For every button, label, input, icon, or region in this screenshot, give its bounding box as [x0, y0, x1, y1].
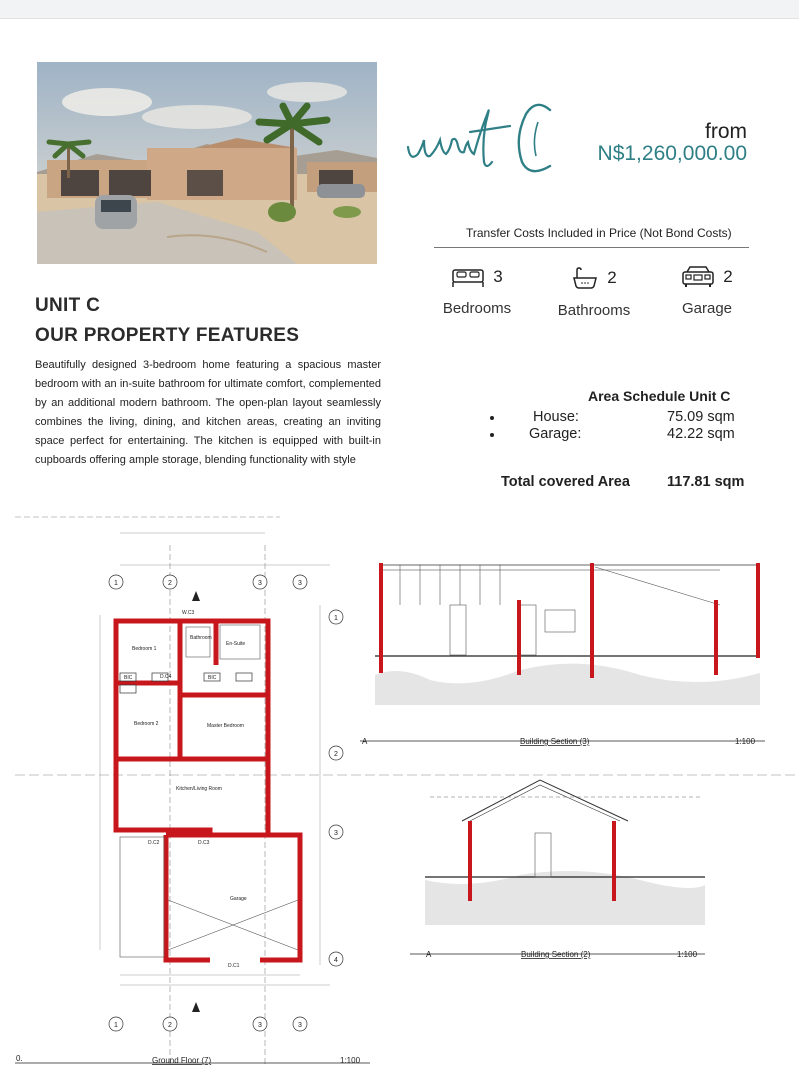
room-label: Bedroom 2 — [134, 721, 159, 727]
bathrooms-count: 2 — [607, 268, 617, 287]
house-label: House: — [533, 409, 579, 425]
garage-label: Garage — [681, 300, 733, 317]
grid-label: 2 — [168, 1022, 172, 1029]
grid-label: 2 — [334, 751, 338, 758]
area-schedule-title: Area Schedule Unit C — [588, 388, 731, 404]
from-label: from — [705, 120, 747, 143]
browser-top-bar — [0, 0, 799, 19]
transfer-note: Transfer Costs Included in Price (Not Bond Costs) — [466, 226, 732, 240]
floor-plan-scale: 1:100 — [340, 1056, 361, 1065]
room-label: Bathroom — [190, 635, 212, 641]
grid-label: 4 — [334, 957, 338, 964]
grid-label: 3 — [258, 1022, 262, 1029]
price: N$1,260,000.00 — [597, 142, 747, 165]
architectural-drawings — [0, 505, 799, 1080]
section2-scale: 1:100 — [677, 950, 698, 959]
bic-label: BIC — [124, 675, 133, 681]
grid-label: 1 — [334, 615, 338, 622]
grid-label: 3 — [334, 830, 338, 837]
room-label: Master Bedroom — [207, 723, 244, 729]
bullet-icon — [490, 433, 494, 437]
bathtub-icon — [571, 266, 599, 290]
bedrooms-label: Bedrooms — [442, 300, 512, 317]
feature-bathrooms — [553, 266, 635, 319]
divider — [434, 247, 749, 248]
grid-label: 3 — [258, 580, 262, 587]
grid-label: 3 — [298, 1022, 302, 1029]
room-label: En-Suite — [226, 641, 246, 647]
car-icon — [681, 266, 715, 288]
grid-label: 1 — [114, 580, 118, 587]
feature-garage — [666, 266, 748, 317]
dc-label: D.C3 — [198, 840, 210, 846]
garage-area-value: 42.22 sqm — [667, 426, 735, 442]
house-area-value: 75.09 sqm — [667, 409, 735, 425]
grid-label: 1 — [114, 1022, 118, 1029]
bedrooms-count: 3 — [493, 267, 503, 286]
bed-icon — [451, 266, 485, 288]
north-arrow-icon — [192, 591, 200, 601]
property-photo — [37, 62, 377, 264]
dc-label: D.C4 — [160, 674, 172, 680]
bic-label: BIC — [208, 675, 217, 681]
description: Beautifully designed 3-bedroom home featuring a spacious master bedroom with an in-suite bathroom for ultimate comfort, complemented by an additional modern bathroom. The open-plan layout seamlessly combines the living, dining, and kitchen areas, creating an inviting space perfect for entertaining. The kitchen is equipped with built-in cupboards offering ample storage, blending functionality with style — [35, 359, 381, 466]
page-marker: 0. — [16, 1054, 23, 1063]
grid-label: 2 — [168, 580, 172, 587]
room-label: Kitchen/Living Room — [176, 786, 222, 792]
total-area-value: 117.81 sqm — [667, 474, 745, 490]
unit-script-logo — [400, 92, 570, 182]
section3-scale: 1:100 — [735, 737, 756, 746]
section-marker: A — [362, 737, 368, 746]
total-area-label: Total covered Area — [501, 474, 630, 490]
grid-label: 3 — [298, 580, 302, 587]
section3-caption: Building Section (3) — [520, 737, 590, 746]
north-arrow-icon — [192, 1002, 200, 1012]
room-label: Garage — [230, 896, 247, 902]
unit-heading: UNIT C — [35, 295, 101, 316]
feature-bedrooms — [436, 266, 518, 317]
bathrooms-label: Bathrooms — [557, 302, 631, 319]
features-heading: OUR PROPERTY FEATURES — [35, 325, 300, 346]
section2-caption: Building Section (2) — [521, 950, 591, 959]
dc-label: D.C2 — [148, 840, 160, 846]
room-label: Bedroom 1 — [132, 646, 157, 652]
floor-plan-caption: Ground Floor (7) — [152, 1056, 212, 1065]
garage-count: 2 — [723, 267, 733, 286]
wc-label: W.C3 — [182, 610, 195, 616]
dc-label: D.C1 — [228, 963, 240, 969]
section-marker: A — [426, 950, 432, 959]
garage-area-label: Garage: — [529, 426, 582, 442]
bullet-icon — [490, 416, 494, 420]
